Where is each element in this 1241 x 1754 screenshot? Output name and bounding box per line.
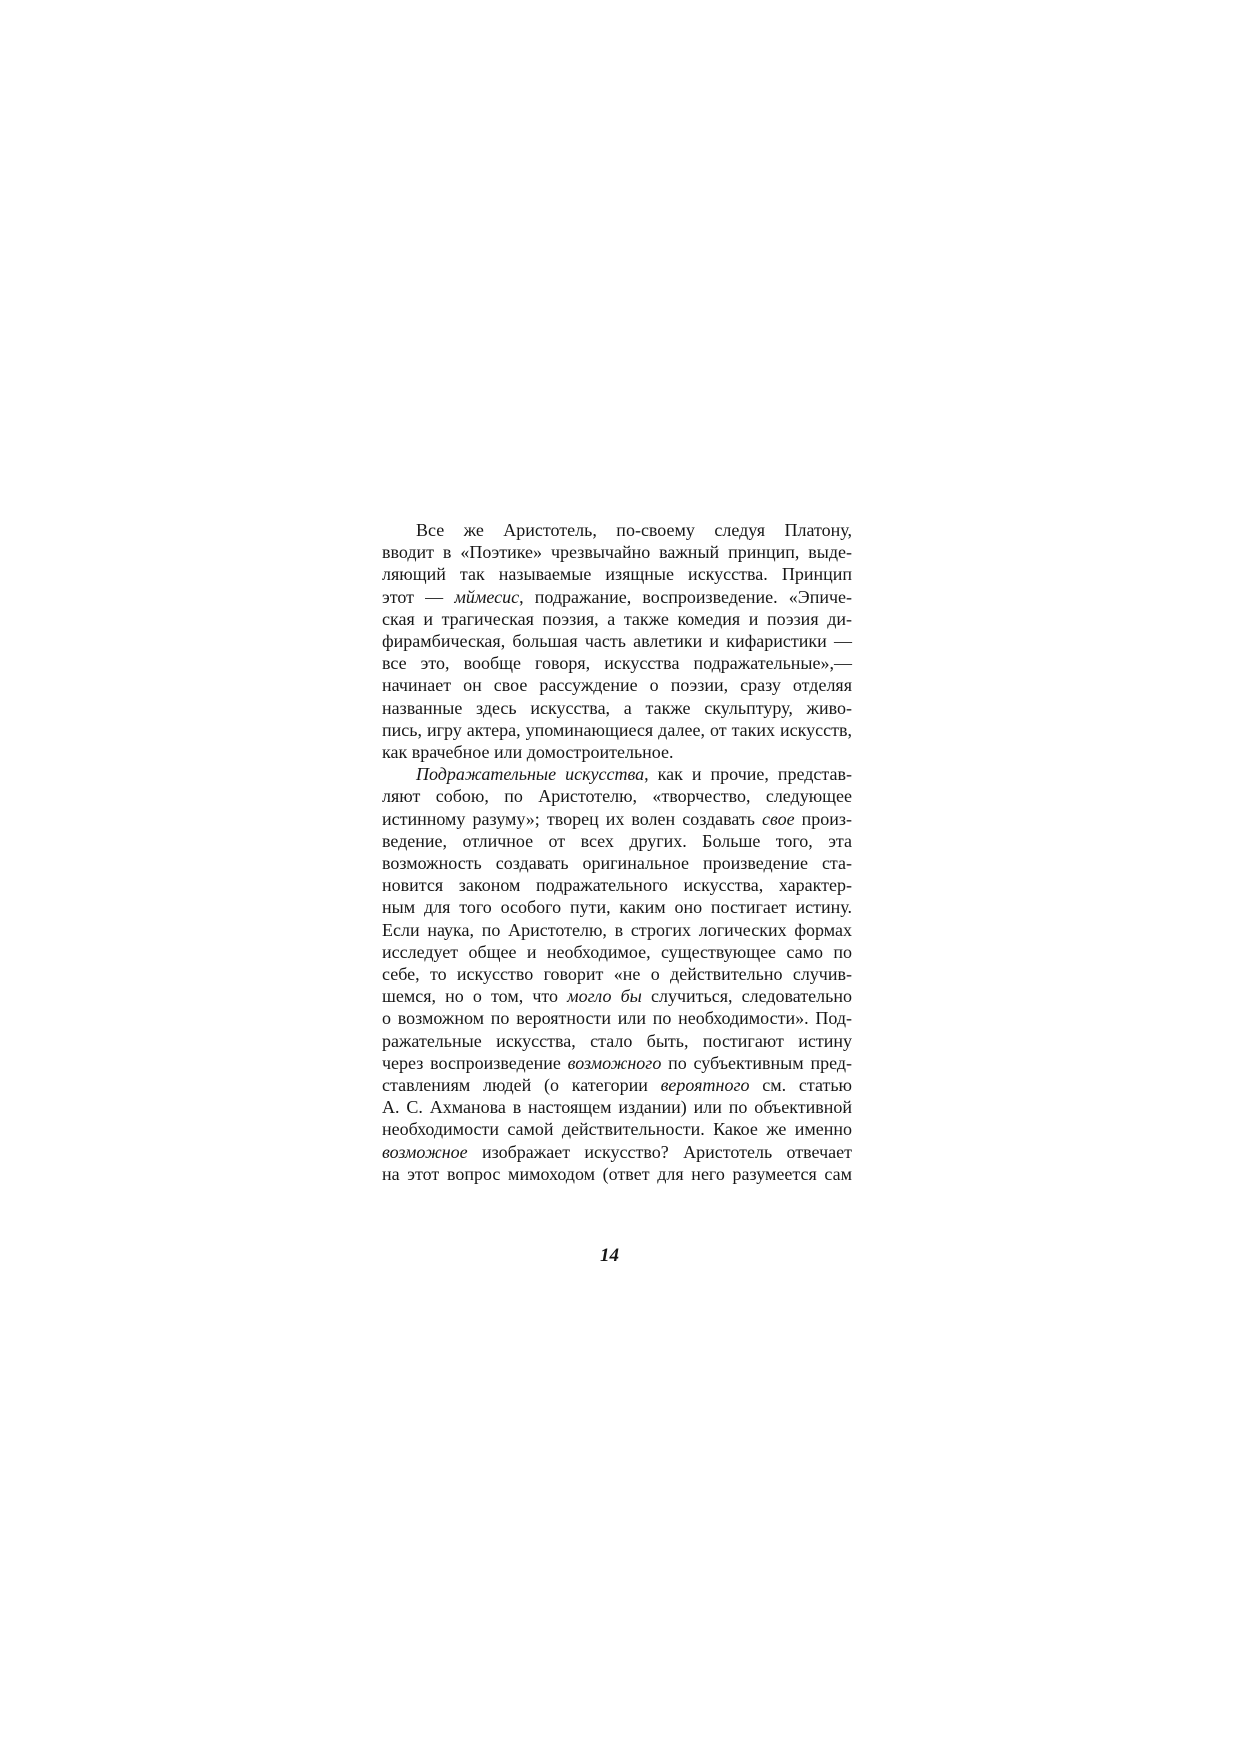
text-line: [382, 586, 852, 608]
text-line: [382, 763, 852, 785]
text-segment: ская и трагическая поэзия, а также комедия и поэзия ди-: [382, 608, 852, 629]
text-line: [382, 896, 852, 918]
text-line: [382, 852, 852, 874]
text-line: [382, 652, 852, 674]
text-segment: Если наука, по Аристотелю, в строгих логических формах: [382, 919, 852, 940]
text-segment: названные здесь искусства, а также скульптуру, живо-: [382, 697, 852, 718]
text-line: [382, 963, 852, 985]
text-segment: ляющий так называемые изящные искусства. Принцип: [382, 564, 852, 585]
paragraph: [382, 763, 852, 1185]
text-segment: начинает он свое рассуждение о поэзии, сразу отделяя: [382, 675, 852, 696]
text-segment: ведение, отличное от всех других. Больше того, эта: [382, 830, 852, 851]
text-segment: см. статью: [749, 1075, 852, 1096]
paragraph: [382, 519, 852, 763]
text-line: [382, 985, 852, 1007]
italic-text: возможное: [382, 1141, 468, 1162]
text-line: [382, 1096, 852, 1118]
text-line: [382, 1118, 852, 1140]
italic-text: Подражательные искусства: [416, 764, 645, 785]
text-line: [382, 697, 852, 719]
text-segment: , подражание, воспроизведение. «Эпиче-: [519, 586, 852, 607]
text-segment: пись, игру актера, упоминающиеся далее, от таких искусств,: [382, 719, 852, 740]
text-line: [382, 1030, 852, 1052]
text-segment: А. С. Ахманова в настоящем издании) или по объективной: [382, 1097, 852, 1118]
text-segment: все это, вообще говоря, искусства подражательные»,—: [382, 653, 852, 674]
text-segment: , как и прочие, представ-: [644, 764, 852, 785]
text-segment: новится законом подражательного искусства, характер-: [382, 875, 852, 896]
body-text: [382, 519, 852, 1185]
text-line: [382, 630, 852, 652]
text-segment: вводит в «Поэтике» чрезвычайно важный принцип, выде-: [382, 542, 852, 563]
text-segment: возможность создавать оригинальное произведение ста-: [382, 853, 852, 874]
text-segment: необходимости самой действительности. Какое же именно: [382, 1119, 852, 1140]
text-line: [382, 874, 852, 896]
text-line: [382, 808, 852, 830]
text-line: [382, 741, 852, 763]
text-segment: как врачебное или домостроительное.: [382, 742, 674, 763]
italic-text: могло бы: [567, 986, 642, 1007]
italic-text: мймесис: [454, 586, 520, 607]
text-line: [382, 608, 852, 630]
text-segment: произ-: [794, 808, 853, 829]
text-segment: через воспроизведение: [382, 1052, 568, 1073]
text-line: [382, 541, 852, 563]
text-line: [382, 941, 852, 963]
page-number: 14: [600, 1245, 619, 1266]
text-segment: этот —: [382, 586, 455, 607]
text-segment: изображает искусство? Аристотель отвечает: [467, 1141, 852, 1162]
text-segment: ражательные искусства, стало быть, постигают истину: [382, 1030, 852, 1051]
text-line: [382, 830, 852, 852]
text-line: [382, 1007, 852, 1029]
italic-text: возможного: [567, 1052, 662, 1073]
text-segment: ляют собою, по Аристотелю, «творчество, следующее: [382, 786, 852, 807]
text-segment: себе, то искусство говорит «не о действительно случив-: [382, 964, 852, 985]
text-line: [382, 563, 852, 585]
text-segment: фирамбическая, большая часть авлетики и кифаристики —: [382, 631, 852, 652]
text-segment: случиться, следовательно: [641, 986, 852, 1007]
text-line: [382, 519, 852, 541]
text-segment: исследует общее и необходимое, существующее само по: [382, 941, 852, 962]
text-segment: шемся, но о том, что: [382, 986, 568, 1007]
text-segment: истинному разуму»; творец их волен создавать: [382, 808, 763, 829]
text-line: [382, 1163, 852, 1185]
italic-text: вероятного: [660, 1075, 750, 1096]
text-line: [382, 1052, 852, 1074]
text-segment: Все же Аристотель, по-своему следуя Платону,: [416, 520, 852, 540]
italic-text: свое: [762, 808, 795, 829]
text-segment: на этот вопрос мимоходом (ответ для него разумеется сам: [382, 1163, 852, 1184]
text-segment: по субъективным пред-: [661, 1052, 852, 1073]
text-segment: о возможном по вероятности или по необходимости». Под-: [382, 1008, 852, 1029]
text-segment: ставлениям людей (о категории: [382, 1075, 661, 1096]
text-line: [382, 1074, 852, 1096]
text-line: [382, 674, 852, 696]
text-segment: ным для того особого пути, каким оно постигает истину.: [382, 897, 852, 918]
text-line: [382, 785, 852, 807]
text-line: [382, 919, 852, 941]
text-line: [382, 1141, 852, 1163]
text-line: [382, 719, 852, 741]
